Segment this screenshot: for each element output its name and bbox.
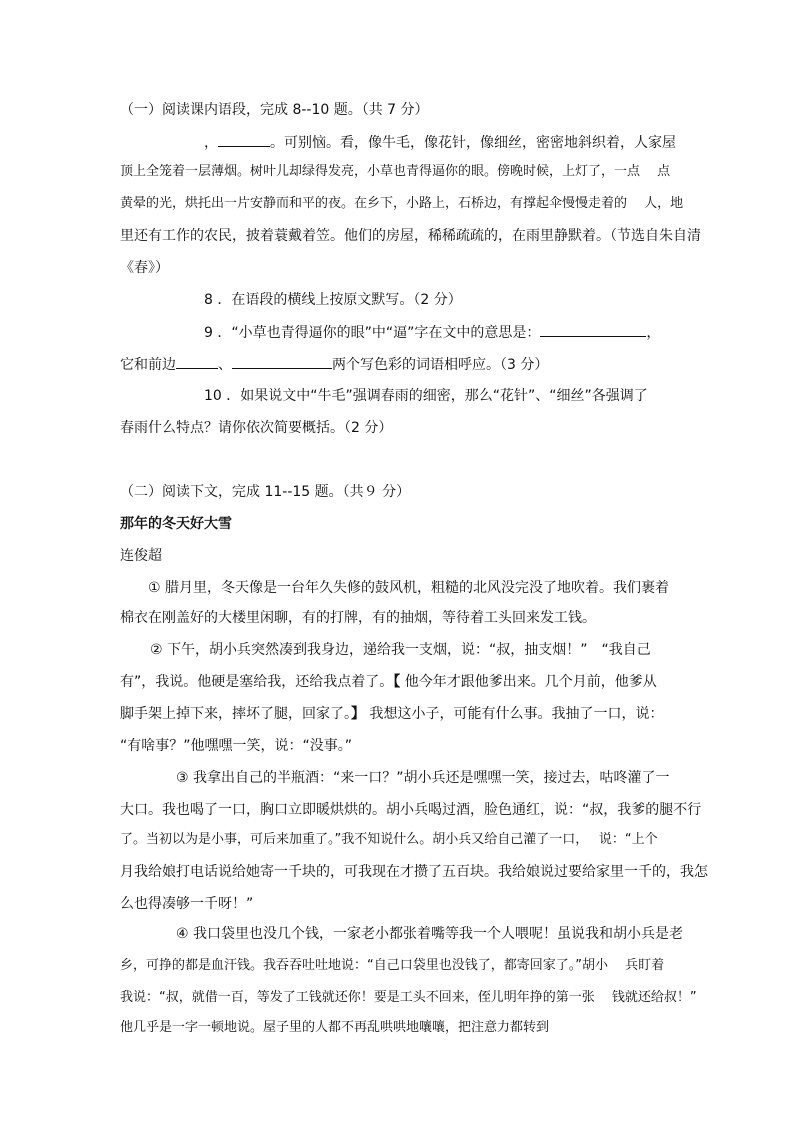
fill-blank-passage[interactable] (218, 132, 270, 147)
article-title: 那年的冬天好大雪 (120, 516, 232, 532)
question-9-text: 9 ．“小草也青得逼你的眼”中“逼”字在文中的意思是： (204, 325, 541, 341)
passage-line-4: 里还有工作的农民，披着蓑戴着笠。他们的房屋，稀稀疏疏的，在雨里静默着。（节选自朱自清 (120, 228, 701, 244)
paragraph-3-line-4: 月我给娘打电话说给她寄一千块的，可我现在才攒了五百块。我给娘说过要给家里一千的，我怎 (120, 864, 708, 880)
paragraph-2-line-1: ② 下午，胡小兵突然凑到我身边，递给我一支烟，说：“叔，抽支烟！” “我自己 (150, 642, 651, 658)
paragraph-4-line-3: 我说：“叔，就借一百，等发了工钱就还你！要是工头不回来，侄儿明年挣的第一张 钱就还给叔！” (120, 990, 697, 1005)
fill-blank-q9-word-1[interactable] (176, 354, 218, 369)
paragraph-3-line-1: ③ 我拿出自己的半瓶酒：“来一口？”胡小兵还是嘿嘿一笑，接过去，咕咚灌了一 (176, 770, 670, 786)
question-10-line-1: 10 ．如果说文中“牛毛”强调春雨的细密，那么“花针”、“细丝”各强调了 (204, 388, 648, 404)
passage-line-2: 顶上全笼着一层薄烟。树叶儿却绿得发亮，小草也青得逼你的眼。傍晚时候，上灯了，一点 点 (120, 164, 671, 179)
paragraph-2-line-3-text: 脚手架上掉下来，摔坏了腿，回家了。 (120, 706, 351, 722)
question-10-line-2: 春雨什么特点？请你依次简要概括。（2 分） (120, 420, 393, 436)
paragraph-3-line-2: 大口。我也喝了一口，胸口立即暖烘烘的。胡小兵喝过酒，脸色通红，说：“叔，我爹的腿不行 (120, 802, 702, 818)
paragraph-2-bracket-text: 他今年才跟他爹出来。几个月前，他爹从 (400, 674, 657, 690)
paragraph-4-line-1: ④ 我口袋里也没几个钱，一家老小都张着嘴等我一个人喂呢！虽说我和胡小兵是老 (176, 926, 683, 942)
question-9-comma: ， (646, 325, 661, 341)
paragraph-1-line-1: ① 腊月里，冬天像是一台年久失修的鼓风机，粗糙的北风没完没了地吹着。我们裹着 (148, 580, 669, 596)
article-author: 连俊超 (120, 548, 162, 564)
paragraph-3-line-3: 了。当初以为是小事，可后来加重了。”我不知说什么。胡小兵又给自己灌了一口， 说：“上个 (120, 832, 658, 847)
question-9-separator: 、 (218, 357, 232, 373)
question-9-prefix: 它和前边 (120, 357, 176, 373)
paragraph-2-line-2-text: 有”，我说。他硬是塞给我，还给我点着了。 (120, 674, 394, 690)
passage-lead-comma: ， (204, 135, 218, 151)
question-8: 8 ．在语段的横线上按原文默写。（2 分） (204, 292, 462, 308)
fill-blank-q9-word-2[interactable] (232, 354, 332, 369)
paragraph-2-line-2 (120, 672, 657, 692)
question-9-line-2 (120, 354, 548, 375)
close-bracket: 】 (351, 706, 365, 722)
passage-line-1-text: 。可别恼。看，像牛毛，像花针，像细丝，密密地斜织着，人家屋 (270, 135, 676, 151)
paragraph-3-line-5: 么也得凑够一千呀！” (120, 896, 254, 912)
paragraph-4-line-4: 他几乎是一字一顿地说。屋子里的人都不再乱哄哄地嚷嚷，把注意力都转到 (120, 1020, 550, 1035)
section1-header: （一）阅读课内语段，完成 8--10 题。（共 7 分） (120, 102, 429, 118)
paragraph-4-line-2: 乡，可挣的都是血汗钱。我吞吞吐吐地说：“自己口袋里也没钱了，都寄回家了。”胡小 兵盯着 (120, 958, 665, 973)
paragraph-1-line-2: 棉衣在刚盖好的大楼里闲聊，有的打牌，有的抽烟，等待着工头回来发工钱。 (120, 610, 596, 626)
section2-header: （二）阅读下文，完成 11--15 题。（共９ 分） (120, 484, 411, 500)
question-9-suffix: 两个写色彩的词语相呼应。（3 分） (332, 357, 549, 373)
fill-blank-q9-meaning[interactable] (540, 322, 646, 337)
passage-line-1 (204, 132, 676, 153)
paragraph-2-line-4: “有啥事？”他嘿嘿一笑，说：“没事。” (120, 738, 353, 754)
paragraph-2-line-3-rest: 我想这小子，可能有什么事。我抽了一口，说： (365, 706, 664, 722)
paragraph-2-line-3 (120, 704, 663, 724)
open-bracket: 【 (393, 674, 401, 690)
question-9-line-1 (204, 322, 660, 343)
passage-line-5: 《春》） (120, 260, 169, 276)
passage-line-3: 黄晕的光，烘托出一片安静而和平的夜。在乡下，小路上，石桥边，有撑起伞慢慢走着的 人，地 (120, 196, 684, 211)
